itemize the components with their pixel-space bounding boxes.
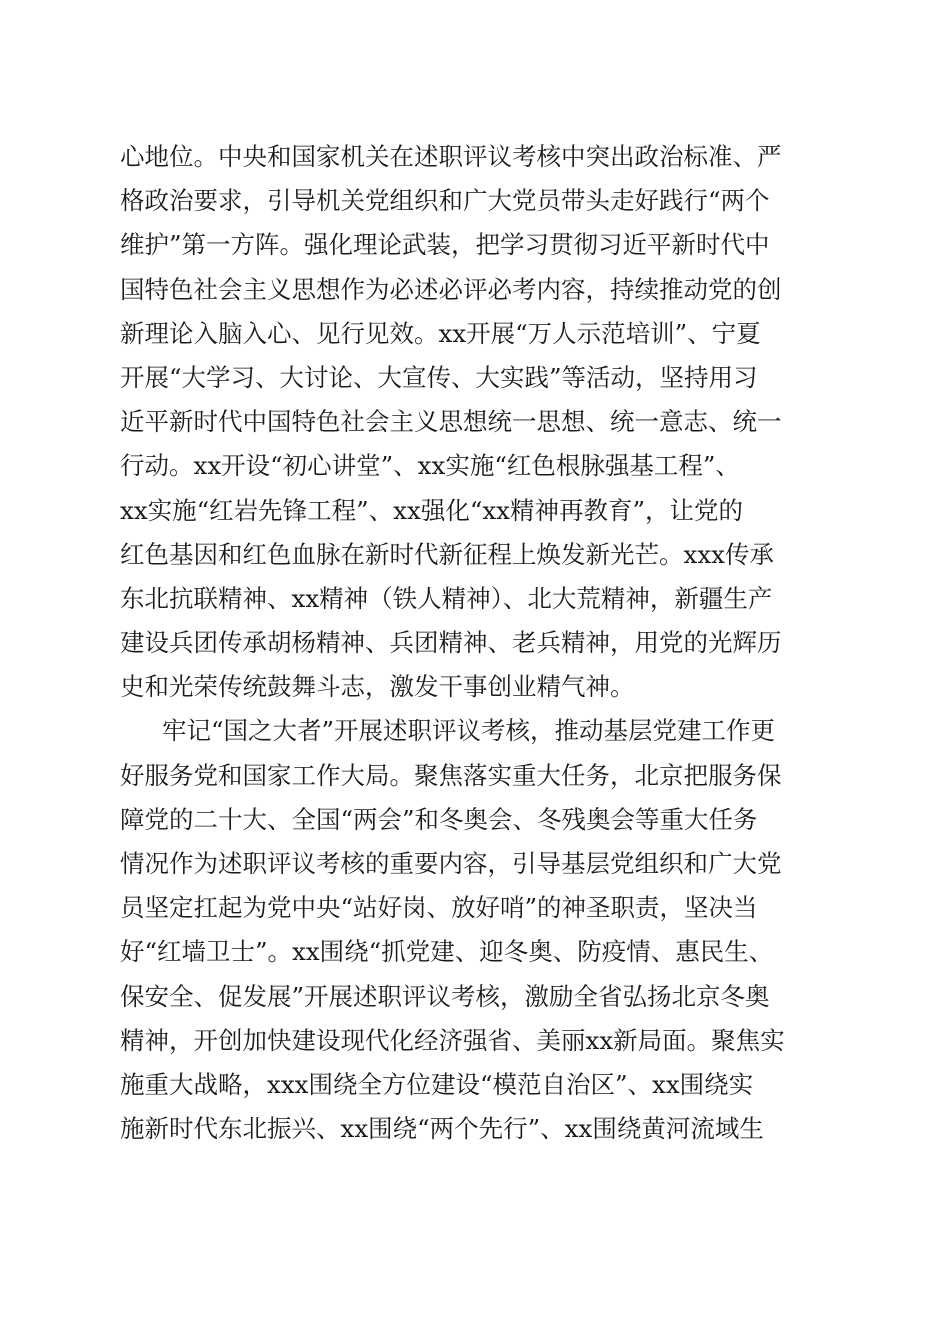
paragraph-line: 国特色社会主义思想作为必述必评必考内容，持续推动党的创: [120, 274, 782, 304]
document-body: [120, 135, 840, 1151]
paragraph-line: 红色基因和红色血脉在新时代新征程上焕发新光芒。xxx传承: [120, 539, 774, 569]
paragraph-line: 维护”第一方阵。强化理论武装，把学习贯彻习近平新时代中: [120, 230, 770, 260]
paragraph-line: 东北抗联精神、xx精神（铁人精神）、北大荒精神，新疆生产: [120, 583, 773, 613]
paragraph-2: [120, 709, 840, 1151]
paragraph-line: 保安全、促发展”开展述职评议考核，激励全省弘扬北京冬奥: [120, 981, 770, 1011]
paragraph-line: 精神，开创加快建设现代化经济强省、美丽xx新局面。聚焦实: [120, 1025, 785, 1055]
paragraph-line: 开展“大学习、大讨论、大宣传、大实践”等活动，坚持用习: [120, 362, 758, 392]
paragraph-line: 员坚定扛起为党中央“站好岗、放好哨”的神圣职责，坚决当: [120, 893, 758, 923]
paragraph-line: 障党的二十大、全国“两会”和冬奥会、冬残奥会等重大任务: [120, 804, 758, 834]
paragraph-line: 施新时代东北振兴、xx围绕“两个先行”、xx围绕黄河流域生: [120, 1114, 764, 1144]
paragraph-line: 好服务党和国家工作大局。聚焦落实重大任务，北京把服务保: [120, 760, 782, 790]
paragraph-line: 行动。xx开设“初心讲堂”、xx实施“红色根脉强基工程”、: [120, 451, 740, 481]
paragraph-line: 史和光荣传统鼓舞斗志，激发干事创业精气神。: [120, 672, 635, 702]
paragraph-line: 近平新时代中国特色社会主义思想统一思想、统一意志、统一: [120, 407, 782, 437]
paragraph-line: 牢记“国之大者”开展述职评议考核，推动基层党建工作更: [162, 716, 776, 746]
paragraph-line: 情况作为述职评议考核的重要内容，引导基层党组织和广大党: [120, 849, 782, 878]
paragraph-line: 新理论入脑入心、见行见效。xx开展“万人示范培训”、宁夏: [120, 318, 761, 348]
paragraph-line: 格政治要求，引导机关党组织和广大党员带头走好践行“两个: [120, 186, 770, 216]
paragraph-1: [120, 135, 840, 709]
paragraph-line: xx实施“红岩先锋工程”、xx强化“xx精神再教育”，让党的: [120, 495, 744, 525]
paragraph-line: 心地位。中央和国家机关在述职评议考核中突出政治标准、严: [120, 142, 782, 171]
paragraph-line: 施重大战略，xxx围绕全方位建设“模范自治区”、xx围绕实: [120, 1069, 754, 1099]
paragraph-line: 建设兵团传承胡杨精神、兵团精神、老兵精神，用党的光辉历: [120, 628, 782, 658]
paragraph-line: 好“红墙卫士”。xx围绕“抓党建、迎冬奥、防疫情、惠民生、: [120, 937, 774, 967]
